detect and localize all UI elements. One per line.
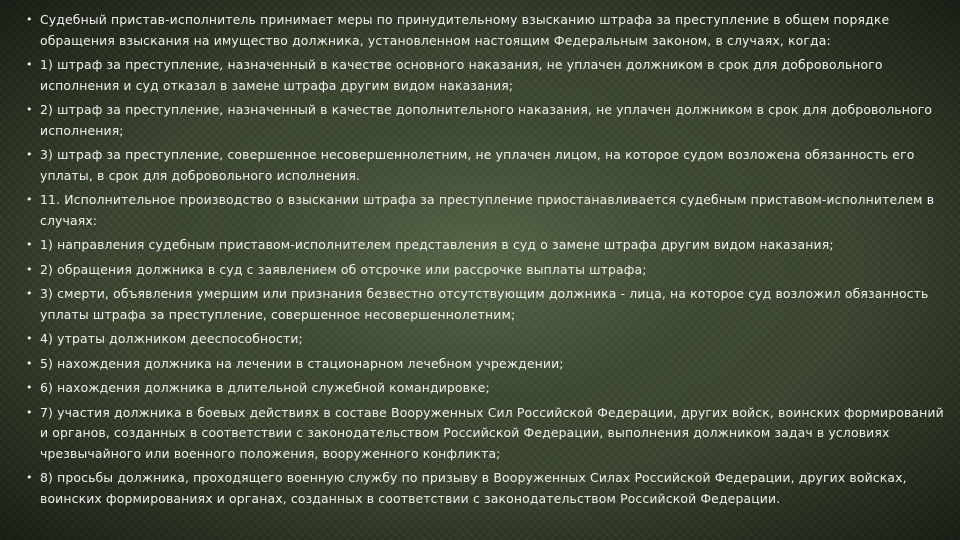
bullet-icon: • bbox=[26, 103, 33, 116]
bullet-item bbox=[26, 378, 944, 399]
bullet-text: 3) штраф за преступление, совершенное несовершеннолетним, не уплачен лицом, на которое судом возложена обязанность его уплаты, в срок для добровольного исполнения. bbox=[40, 147, 915, 183]
bullet-icon: • bbox=[26, 471, 33, 484]
bullet-text: 2) обращения должника в суд с заявлением об отсрочке или рассрочке выплаты штрафа; bbox=[40, 261, 647, 277]
bullet-text: Судебный пристав-исполнитель принимает меры по принудительному взысканию штрафа за преступление в общем порядке обращения взыскания на имущество должника, установленном настоящим Федеральным законом, в случаях, когда: bbox=[40, 12, 890, 48]
slide-content bbox=[26, 10, 944, 530]
bullet-icon: • bbox=[26, 58, 33, 71]
bullet-text: 6) нахождения должника в длительной служебной командировке; bbox=[40, 380, 490, 395]
bullet-text: 5) нахождения должника на лечении в стационарном лечебном учреждении; bbox=[40, 355, 564, 371]
bullet-text: 3) смерти, объявления умершим или признания безвестно отсутствующим должника - лица, на которое суд возложил обязанность уплаты штрафа за преступление, совершенное несовершеннолетним; bbox=[40, 286, 929, 322]
bullet-icon: • bbox=[26, 193, 33, 206]
bullet-item bbox=[26, 100, 944, 141]
bullet-icon: • bbox=[26, 262, 33, 276]
bullet-icon: • bbox=[26, 13, 33, 26]
bullet-list bbox=[26, 10, 944, 509]
bullet-item bbox=[26, 145, 944, 186]
bullet-item bbox=[26, 468, 944, 509]
bullet-item bbox=[26, 260, 944, 281]
bullet-icon: • bbox=[26, 356, 33, 370]
bullet-item bbox=[26, 10, 944, 51]
bullet-item bbox=[26, 354, 944, 375]
bullet-icon: • bbox=[26, 287, 33, 300]
bullet-icon: • bbox=[26, 238, 33, 251]
bullet-icon: • bbox=[26, 405, 33, 419]
bullet-text: 8) просьбы должника, проходящего военную службу по призыву в Вооруженных Силах Российской Федерации, других войсках, воинских формированиях и органах, созданных в соответствии с законодательством Российской Федерации. bbox=[40, 470, 907, 506]
bullet-icon: • bbox=[26, 332, 33, 345]
bullet-text: 2) штраф за преступление, назначенный в качестве дополнительного наказания, не уплачен должником в срок для добровольного исполнения; bbox=[40, 102, 933, 138]
bullet-text: 1) направления судебным приставом-исполнителем представления в суд о замене штрафа другим видом наказания; bbox=[40, 237, 834, 252]
bullet-item bbox=[26, 190, 944, 231]
bullet-item bbox=[26, 284, 944, 325]
bullet-text: 1) штраф за преступление, назначенный в качестве основного наказания, не уплачен должником в срок для добровольного исполнения и суд отказал в замене штрафа другим видом наказания; bbox=[40, 57, 883, 93]
bullet-text: 11. Исполнительное производство о взыскании штрафа за преступление приостанавливается судебным приставом-исполнителем в случаях: bbox=[40, 192, 935, 228]
bullet-item bbox=[26, 403, 944, 465]
bullet-icon: • bbox=[26, 148, 33, 161]
bullet-icon: • bbox=[26, 381, 33, 394]
bullet-item bbox=[26, 235, 944, 256]
bullet-text: 7) участия должника в боевых действиях в составе Вооруженных Сил Российской Федерации, других войск, воинских формирований и органов, созданных в соответствии с законодательством Российской Федерации, выполнения должником задач в условиях чрезвычайного или военного положения, вооруженного конфликта; bbox=[40, 404, 944, 461]
bullet-item bbox=[26, 329, 944, 350]
bullet-text: 4) утраты должником дееспособности; bbox=[40, 331, 303, 346]
bullet-item bbox=[26, 55, 944, 96]
